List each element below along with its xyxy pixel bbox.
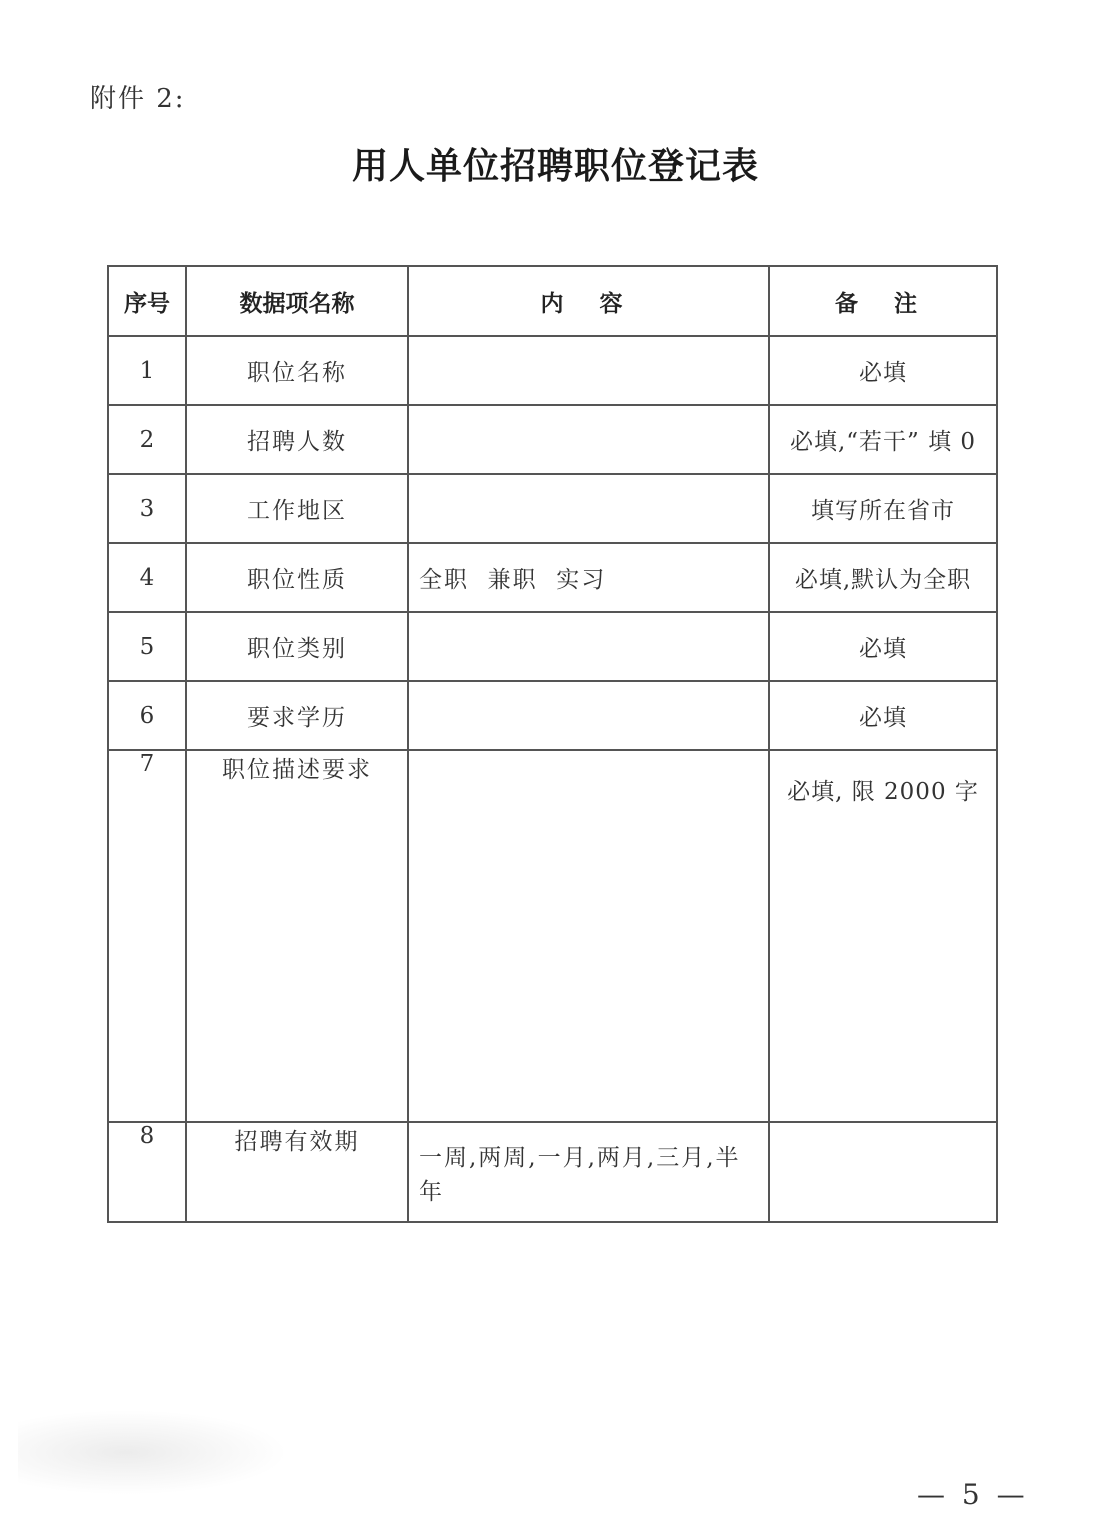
page-title: 用人单位招聘职位登记表 bbox=[351, 146, 759, 187]
row-name: 职位类别 bbox=[186, 612, 408, 681]
row-num: 1 bbox=[108, 336, 186, 405]
row-note: 必填 bbox=[769, 612, 997, 681]
row-name: 职位性质 bbox=[186, 543, 408, 612]
header-note: 备 注 bbox=[769, 266, 997, 336]
table-row bbox=[108, 405, 997, 474]
row-name: 职位名称 bbox=[186, 336, 408, 405]
row-note: 必填 bbox=[769, 336, 997, 405]
row-content[interactable] bbox=[408, 405, 769, 474]
row-content[interactable] bbox=[408, 474, 769, 543]
row-note: 必填 bbox=[769, 681, 997, 750]
row-content[interactable] bbox=[408, 681, 769, 750]
table-row bbox=[108, 336, 997, 405]
row-content[interactable]: 全职 兼职 实习 bbox=[408, 543, 769, 612]
row-num: 8 bbox=[108, 1122, 186, 1222]
table-row bbox=[108, 681, 997, 750]
row-name: 工作地区 bbox=[186, 474, 408, 543]
row-note: 必填,“若干” 填 0 bbox=[769, 405, 997, 474]
row-num: 3 bbox=[108, 474, 186, 543]
registration-table bbox=[107, 265, 998, 1223]
row-note: 必填, 限 2000 字 bbox=[769, 750, 997, 1122]
header-content: 内 容 bbox=[408, 266, 769, 336]
row-num: 5 bbox=[108, 612, 186, 681]
row-num: 6 bbox=[108, 681, 186, 750]
row-content[interactable] bbox=[408, 750, 769, 1122]
table-row bbox=[108, 1122, 997, 1222]
row-note: 必填,默认为全职 bbox=[769, 543, 997, 612]
scan-smudge bbox=[18, 1410, 288, 1495]
table-row bbox=[108, 612, 997, 681]
table-row bbox=[108, 474, 997, 543]
row-note bbox=[769, 1122, 997, 1222]
table-row bbox=[108, 750, 997, 1122]
table-row bbox=[108, 543, 997, 612]
row-num: 4 bbox=[108, 543, 186, 612]
row-num: 7 bbox=[108, 750, 186, 1122]
row-name: 招聘有效期 bbox=[186, 1122, 408, 1222]
row-content[interactable] bbox=[408, 336, 769, 405]
row-name: 职位描述要求 bbox=[186, 750, 408, 1122]
header-row bbox=[108, 266, 997, 336]
header-name: 数据项名称 bbox=[186, 266, 408, 336]
row-name: 招聘人数 bbox=[186, 405, 408, 474]
row-num: 2 bbox=[108, 405, 186, 474]
row-content[interactable] bbox=[408, 612, 769, 681]
row-note: 填写所在省市 bbox=[769, 474, 997, 543]
header-num: 序号 bbox=[108, 266, 186, 336]
row-content[interactable]: 一周,两周,一月,两月,三月,半年 bbox=[408, 1122, 769, 1222]
row-name: 要求学历 bbox=[186, 681, 408, 750]
attachment-label: 附件 2: bbox=[90, 84, 186, 114]
page-number: — 5 — bbox=[917, 1478, 1029, 1511]
